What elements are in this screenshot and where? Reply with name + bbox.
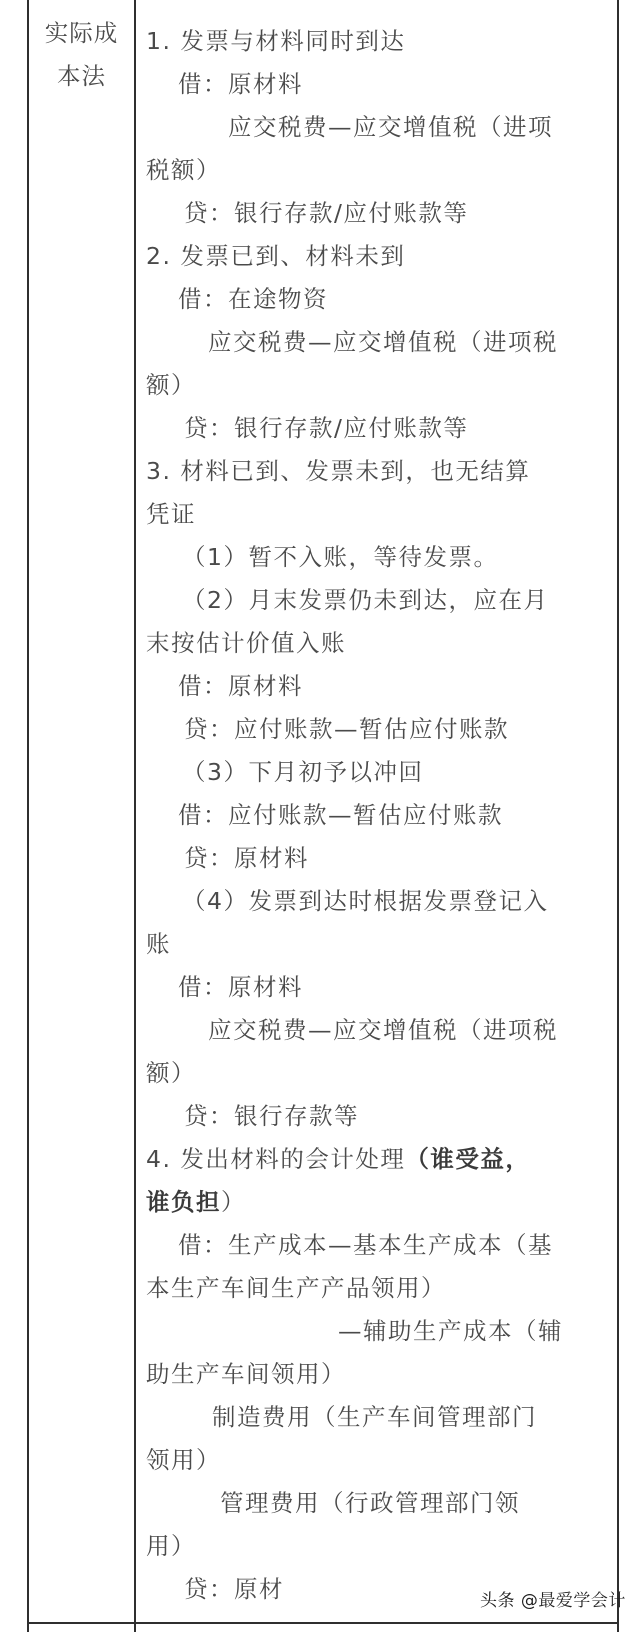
section-heading-3-cont: 凭证 <box>146 500 196 528</box>
section-heading-4 <box>146 1138 606 1181</box>
debit-line: 借：在途物资 <box>178 285 328 313</box>
credit-line: 贷：银行存款/应付账款等 <box>184 414 469 442</box>
section-heading-4-text: 4. 发出材料的会计处理 <box>146 1145 406 1173</box>
row-label-line-2: 本法 <box>57 62 106 90</box>
row-divider-bottom <box>27 1622 619 1624</box>
credit-line: 贷：银行存款等 <box>184 1102 359 1130</box>
section-heading-1: 1. 发票与材料同时到达 <box>146 27 406 55</box>
sub-item-4-cont: 账 <box>146 930 171 958</box>
tax-line-cont: 额） <box>146 1059 196 1087</box>
bold-principle-2: 谁负担 <box>146 1188 221 1216</box>
entry-content-cell <box>146 20 606 1611</box>
sub-item-4: （4）发票到达时根据发票登记入 <box>182 887 549 915</box>
sub-item-1: （1）暂不入账，等待发票。 <box>182 543 499 571</box>
overhead-line: 制造费用（生产车间管理部门 <box>212 1403 537 1431</box>
admin-expense-line: 管理费用（行政管理部门领 <box>220 1489 520 1517</box>
credit-line: 贷：应付账款—暂估应付账款 <box>184 715 509 743</box>
debit-line: 借：生产成本—基本生产成本（基 <box>178 1231 553 1259</box>
sub-item-2-cont: 末按估计价值入账 <box>146 629 346 657</box>
credit-line: 贷：原材料 <box>184 844 309 872</box>
row-label-cell <box>29 12 134 98</box>
overhead-line-cont: 领用） <box>146 1446 221 1474</box>
debit-line: 借：原材料 <box>178 672 303 700</box>
bold-open-paren: （ <box>405 1145 431 1173</box>
bold-principle-1: 谁受益， <box>430 1145 531 1173</box>
section-heading-3: 3. 材料已到、发票未到，也无结算 <box>146 457 531 485</box>
tax-line-cont: 税额） <box>146 156 221 184</box>
tax-line: 应交税费—应交增值税（进项税 <box>208 1016 558 1044</box>
tax-line: 应交税费—应交增值税（进项 <box>228 113 553 141</box>
section-heading-4-cont <box>146 1181 606 1224</box>
column-divider <box>134 0 136 1632</box>
sub-account-line-cont: 助生产车间领用） <box>146 1360 346 1388</box>
sub-item-2: （2）月末发票仍未到达，应在月 <box>182 586 549 614</box>
debit-line-cont: 本生产车间生产产品领用） <box>146 1274 446 1302</box>
close-paren: ） <box>221 1188 246 1216</box>
row-label-line-1: 实际成 <box>44 19 119 47</box>
sub-item-3: （3）下月初予以冲回 <box>182 758 424 786</box>
tax-line-cont: 额） <box>146 371 196 399</box>
debit-line: 借：应付账款—暂估应付账款 <box>178 801 503 829</box>
sub-account-line: —辅助生产成本（辅 <box>338 1317 563 1345</box>
section-heading-2: 2. 发票已到、材料未到 <box>146 242 406 270</box>
credit-line: 贷：原材 <box>184 1575 284 1603</box>
debit-line: 借：原材料 <box>178 973 303 1001</box>
debit-line: 借：原材料 <box>178 70 303 98</box>
credit-line: 贷：银行存款/应付账款等 <box>184 199 469 227</box>
watermark: 头条 @最爱学会计 <box>480 1591 626 1611</box>
admin-expense-line-cont: 用） <box>146 1532 196 1560</box>
tax-line: 应交税费—应交增值税（进项税 <box>208 328 558 356</box>
